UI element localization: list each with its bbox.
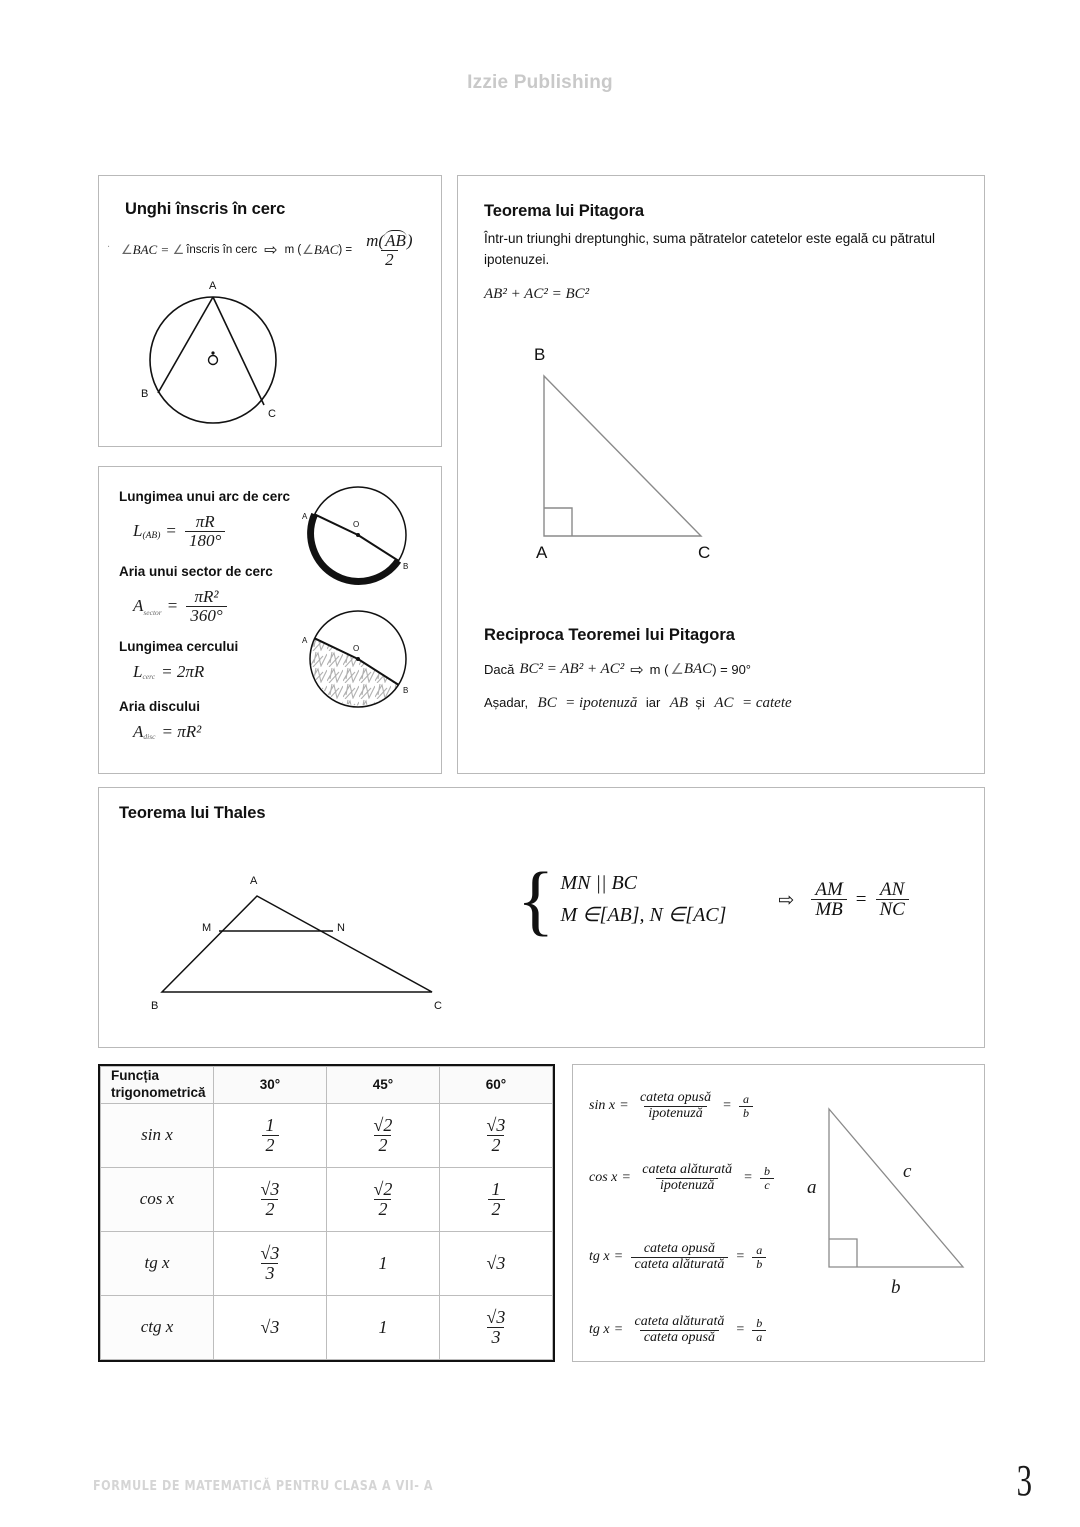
thales-triangle-diagram — [137, 864, 467, 1024]
trigdef-eq2-tg: = — [736, 1249, 745, 1265]
conclusion-ab: AB — [669, 695, 689, 711]
formula-measure-angle: BAC — [313, 242, 339, 258]
cell-sin-30-den: 2 — [262, 1135, 279, 1155]
fraction-sector-area — [186, 588, 226, 625]
cell-cos-45-den: 2 — [374, 1199, 391, 1219]
header-line-2: trigonometrică — [111, 1084, 206, 1100]
num-sector-area: πR² — [194, 587, 219, 606]
label-arc-length: Lungimea unui arc de cerc — [119, 489, 291, 504]
row-label-ctg: ctg x — [101, 1295, 214, 1359]
value-circumference: = 2πR — [161, 662, 205, 681]
formula-fraction — [362, 232, 416, 269]
trigdef-rden-sin: b — [739, 1106, 753, 1120]
svg-text:b: b — [891, 1277, 901, 1298]
conclusion-eq2: = catete — [741, 695, 792, 711]
thales-right-num: AN — [880, 878, 905, 900]
trigdef-rnum-tg: a — [756, 1243, 763, 1258]
symbol-disc-area: A — [133, 722, 144, 741]
cell-cos-45 — [327, 1167, 440, 1231]
trigonometric-values-table — [98, 1064, 555, 1362]
cell-sin-30 — [214, 1103, 327, 1167]
thales-conclusion — [778, 880, 911, 921]
row-label-tg: tg x — [101, 1231, 214, 1295]
cell-ctg-30: √3 — [214, 1295, 327, 1359]
svg-text:a: a — [807, 1177, 817, 1198]
cell-sin-45 — [327, 1103, 440, 1167]
fraction-denominator: 2 — [381, 250, 398, 269]
cell-ctg-60-den: 3 — [487, 1327, 504, 1347]
cell-ctg-60-num: √3 — [486, 1307, 506, 1328]
symbol-arc-length: L — [133, 521, 143, 541]
panel-trig-definitions — [572, 1064, 985, 1362]
brace-icon: { — [517, 856, 555, 943]
footer-caption: FORMULE DE MATEMATICĂ PENTRU CLASA A VII- A — [93, 1478, 434, 1494]
page-number: 3 — [1016, 1456, 1032, 1505]
svg-text:A: A — [302, 636, 308, 645]
panel-title-thales: Teorema lui Thales — [119, 804, 266, 822]
conclusion-eq1: = ipotenuză — [565, 695, 638, 711]
symbol-circumference: L — [133, 662, 143, 681]
row-label-cos: cos x — [101, 1167, 214, 1231]
cell-tg-45: 1 — [327, 1231, 440, 1295]
formula-measure-close: ) = — [338, 244, 353, 257]
cell-tg-60: √3 — [440, 1231, 553, 1295]
cell-cos-60 — [440, 1167, 553, 1231]
trigdef-rden-cos: c — [760, 1178, 773, 1192]
reciprocal-conclusion-line — [484, 694, 792, 712]
circle-item-sector-area: Aria unui sector de cerc A sector = $\frac{\text{πR²}}{360^\circ}$ — [119, 564, 273, 625]
implies-arrow-icon-thales: ⇨ — [778, 890, 795, 912]
subscript-disc-area: disc — [143, 732, 156, 741]
publisher-watermark: Izzie Publishing — [467, 72, 613, 93]
trigdef-den-tg: cateta alăturată — [631, 1257, 729, 1273]
svg-text:B: B — [151, 1000, 159, 1012]
svg-text:C: C — [268, 408, 276, 420]
pythagoras-statement: Într-un triunghi dreptunghic, suma pătratelor catetelor este egală cu pătratul ipotenuzei. — [484, 231, 936, 267]
panel-inscribed-angle — [98, 175, 442, 447]
fraction-numerator: m(AB) — [366, 231, 413, 250]
row-label-sin: sin x — [101, 1103, 214, 1167]
svg-text:A: A — [536, 543, 548, 562]
header-line-1: Funcția — [111, 1068, 160, 1083]
inscribed-angle-diagram — [127, 272, 327, 437]
cell-sin-45-den: 2 — [374, 1135, 391, 1155]
thales-left-den: MB — [811, 899, 846, 920]
trigdef-num-ctg: cateta alăturată — [634, 1314, 725, 1329]
conclusion-iar: iar — [645, 695, 661, 710]
cell-ctg-45: 1 — [327, 1295, 440, 1359]
fraction-arc-length — [185, 513, 225, 550]
svg-text:N: N — [337, 922, 345, 934]
trigdef-rnum-cos: b — [764, 1164, 771, 1179]
trigdef-eq2-ctg: = — [736, 1322, 745, 1338]
trigdef-eq2-sin: = — [723, 1098, 732, 1114]
thales-right-den: NC — [876, 899, 909, 920]
decorative-dot: . — [107, 238, 111, 250]
label-disc-area: Aria discului — [119, 699, 201, 714]
table-row — [101, 1295, 553, 1359]
svg-text:M: M — [202, 922, 212, 934]
cell-tg-30-num: √3 — [260, 1243, 280, 1264]
panel-title-inscribed-angle: Unghi înscris în cerc — [125, 200, 286, 218]
trigdef-triangle-diagram — [791, 1095, 981, 1315]
cell-cos-30 — [214, 1167, 327, 1231]
angle-symbol-icon-2: ∠ — [172, 242, 185, 258]
trigdef-den-sin: ipotenuză — [644, 1106, 706, 1122]
angle-symbol-icon: ∠ — [121, 242, 133, 258]
implies-arrow-icon: ⇨ — [264, 242, 278, 260]
thales-system — [517, 856, 912, 943]
trigdef-num-tg: cateta opusă — [643, 1241, 715, 1256]
thales-right-ratio — [876, 880, 909, 921]
cell-ctg-60 — [440, 1295, 553, 1359]
svg-text:B: B — [534, 345, 546, 364]
formula-lhs: BAC — [132, 242, 158, 258]
subscript-sector-area: sector — [143, 607, 162, 617]
trigdef-fn-cos: cos x — [589, 1170, 618, 1186]
trigdef-den-ctg: cateta opusă — [640, 1330, 719, 1346]
angle-symbol-icon-3: ∠ — [302, 242, 314, 258]
panel-thales-theorem — [98, 787, 985, 1048]
svg-text:A: A — [250, 875, 258, 887]
trigdef-eq-tg: = — [614, 1249, 623, 1265]
table-row — [101, 1167, 553, 1231]
inscribed-angle-formula — [121, 232, 420, 269]
formula-equals: = — [161, 242, 169, 258]
sector-shading-diagram — [295, 603, 421, 715]
formula-measure-open: m ( — [284, 244, 302, 257]
circle-item-circumference — [119, 639, 238, 682]
trigdef-rnum-ctg: b — [756, 1316, 763, 1331]
cell-tg-30 — [214, 1231, 327, 1295]
table-header-45: 45° — [327, 1067, 440, 1104]
pythagoras-formula — [484, 286, 589, 303]
table-header-row — [101, 1067, 553, 1104]
panel-circle-formulas — [98, 466, 442, 774]
svg-text:c: c — [903, 1161, 912, 1182]
table-header-60: 60° — [440, 1067, 553, 1104]
trigdef-den-cos: ipotenuză — [656, 1178, 718, 1194]
svg-text:B: B — [141, 388, 149, 400]
trigdef-fn-tg: tg x — [589, 1249, 610, 1265]
trigdef-rnum-sin: a — [743, 1092, 750, 1107]
reciprocal-angle: BAC — [683, 661, 713, 677]
cell-cos-60-den: 2 — [488, 1199, 505, 1219]
svg-text:C: C — [434, 1000, 442, 1012]
reciprocal-value: ) = 90° — [712, 662, 752, 677]
trigdef-row-ctg — [589, 1315, 769, 1345]
thales-condition-1: MN || BC — [560, 872, 638, 895]
cell-cos-60-num: 1 — [491, 1178, 501, 1199]
thales-equals: = — [855, 888, 867, 910]
thales-condition-2: M ∈[AB], N ∈[AC] — [560, 904, 727, 927]
trig-table-element — [100, 1066, 553, 1360]
trigdef-fn-ctg: tg x — [589, 1322, 610, 1338]
trigdef-eq2-cos: = — [744, 1170, 753, 1186]
trigdef-row-tg — [589, 1242, 769, 1272]
pythagoras-triangle-diagram — [506, 336, 736, 576]
thales-left-num: AM — [815, 878, 843, 900]
circle-item-arc-length: Lungimea unui arc de cerc L (AB) = $\frac{\pi R}{180^\circ}$ — [119, 489, 291, 550]
conclusion-bc: BC — [537, 695, 557, 711]
trigdef-eq-sin: = — [620, 1098, 628, 1114]
trigdef-eq-cos: = — [622, 1170, 631, 1186]
cell-sin-60-num: √3 — [486, 1114, 506, 1135]
svg-text:B: B — [403, 562, 409, 571]
svg-text:B: B — [403, 686, 409, 695]
cell-sin-60-den: 2 — [487, 1135, 504, 1155]
svg-text:A: A — [302, 512, 308, 521]
reciprocal-measure-open: m ( — [649, 662, 669, 677]
cell-tg-30-den: 3 — [261, 1263, 278, 1283]
num-arc-length: πR — [195, 512, 215, 531]
trigdef-fn-sin: sin x — [589, 1098, 616, 1114]
cell-sin-60 — [440, 1103, 553, 1167]
trigdef-num-sin: cateta opusă — [639, 1090, 712, 1105]
conclusion-si: și — [695, 695, 705, 710]
trigdef-num-cos: cateta alăturată — [642, 1162, 733, 1177]
table-header-function — [101, 1067, 214, 1104]
trigdef-row-sin — [589, 1091, 756, 1121]
trigdef-eq-ctg: = — [614, 1322, 623, 1338]
cell-sin-45-num: √2 — [373, 1114, 393, 1135]
conclusion-prefix: Așadar, — [484, 695, 529, 710]
subscript-circumference: cerc — [142, 672, 156, 681]
table-header-30: 30° — [214, 1067, 327, 1104]
label-circumference: Lungimea cercului — [119, 639, 239, 654]
circle-item-disc-area — [119, 699, 201, 742]
cell-cos-30-num: √3 — [260, 1178, 280, 1199]
label-sector-area: Aria unui sector de cerc — [119, 564, 273, 579]
svg-text:C: C — [698, 543, 711, 562]
den-arc-length: 180° — [185, 531, 225, 550]
cell-cos-45-num: √2 — [373, 1178, 393, 1199]
reciprocal-formula-line — [484, 660, 751, 679]
formula-definition: înscris în cerc — [186, 244, 258, 257]
cell-cos-30-den: 2 — [261, 1199, 278, 1219]
reciprocal-prefix: Dacă — [484, 662, 515, 677]
trigdef-rden-ctg: a — [752, 1330, 766, 1344]
panel-title-pythagoras: Teorema lui Pitagora — [484, 202, 644, 220]
angle-symbol-icon-reciprocal: ∠ — [670, 662, 684, 678]
value-disc-area: = πR² — [161, 722, 202, 741]
table-row — [101, 1231, 553, 1295]
table-row — [101, 1103, 553, 1167]
implies-arrow-icon-reciprocal: ⇨ — [630, 661, 644, 679]
panel-pythagorean-theorem — [457, 175, 985, 774]
subscript-arc-length: (AB) — [142, 531, 161, 542]
svg-text:O: O — [353, 520, 360, 529]
panel-title-pythagoras-reciprocal: Reciproca Teoremei lui Pitagora — [484, 626, 735, 644]
svg-text:O: O — [353, 644, 360, 653]
reciprocal-math: BC² = AB² + AC² — [519, 661, 625, 677]
cell-sin-30-num: 1 — [265, 1114, 275, 1135]
pythagoras-formula-text: AB² + AC² = BC² — [484, 286, 590, 302]
arc-highlight-diagram — [295, 479, 421, 591]
svg-text:A: A — [209, 280, 217, 292]
trigdef-rden-tg: b — [752, 1257, 766, 1271]
conclusion-ac: AC — [714, 695, 734, 711]
symbol-sector-area: A — [133, 596, 144, 616]
den-sector-area: 360° — [186, 606, 226, 625]
trigdef-row-cos — [589, 1163, 777, 1193]
thales-left-ratio — [811, 880, 846, 921]
thales-system-lines — [560, 872, 726, 927]
